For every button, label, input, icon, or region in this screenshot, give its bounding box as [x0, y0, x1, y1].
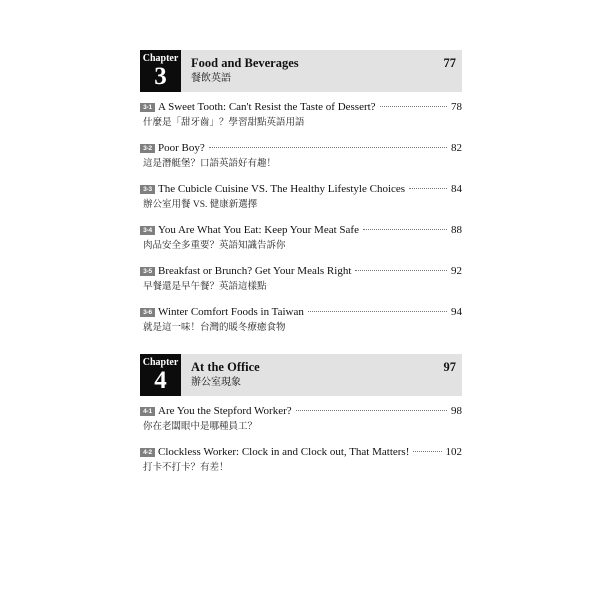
entry-page-number: 84	[451, 183, 462, 195]
chapter-badge	[140, 354, 181, 396]
toc-entry[interactable]	[140, 445, 462, 486]
entry-subtitle: 就是這一味！台灣的暖冬療癒食物	[143, 323, 286, 333]
chapter-label: Chapter	[142, 53, 179, 64]
chapter-title: Food and Beverages	[191, 56, 299, 70]
section-number-badge: 4-1	[140, 407, 155, 416]
chapter-4-section	[140, 354, 462, 473]
entry-title: Breakfast or Brunch? Get Your Meals Right	[158, 265, 352, 277]
entry-page-number: 78	[451, 101, 462, 113]
entry-title: Clockless Worker: Clock in and Clock out, That Matters!	[158, 446, 410, 458]
dot-leader	[380, 106, 447, 107]
chapter-number: 3	[154, 63, 167, 90]
section-number-badge: 3-5	[140, 267, 155, 276]
section-number-badge: 3-2	[140, 144, 155, 153]
dot-leader	[409, 188, 447, 189]
entry-title: Winter Comfort Foods in Taiwan	[158, 306, 304, 318]
toc-entry[interactable]	[140, 305, 462, 346]
chapter-label: Chapter	[142, 357, 179, 368]
entry-page-number: 92	[451, 265, 462, 277]
chapter-number: 4	[154, 367, 167, 394]
chapter-header[interactable]	[140, 50, 462, 92]
section-number-badge: 3-3	[140, 185, 155, 194]
section-number-badge: 3-6	[140, 308, 155, 317]
section-number-badge: 3-4	[140, 226, 155, 235]
toc-entry[interactable]	[140, 404, 462, 445]
section-number-badge: 4-2	[140, 448, 155, 457]
dot-leader	[209, 147, 447, 148]
toc-entry-list	[140, 404, 462, 486]
entry-title: The Cubicle Cuisine VS. The Healthy Lifestyle Choices	[158, 183, 406, 195]
chapter-3-section	[140, 50, 462, 333]
chapter-header[interactable]	[140, 354, 462, 396]
chapter-page-number: 97	[443, 360, 456, 374]
toc-entry[interactable]	[140, 223, 462, 264]
entry-title: Poor Boy?	[158, 142, 205, 154]
toc-entry[interactable]	[140, 264, 462, 305]
dot-leader	[308, 311, 447, 312]
entry-page-number: 94	[451, 306, 462, 318]
entry-subtitle: 什麼是「甜牙齒」？學習甜點英語用語	[143, 118, 305, 128]
toc-entry[interactable]	[140, 100, 462, 141]
entry-subtitle: 這是潛艇堡？口語英語好有趣！	[143, 159, 277, 169]
entry-subtitle: 早餐還是早午餐？英語這樣點	[143, 282, 267, 292]
entry-page-number: 88	[451, 224, 462, 236]
chapter-title: At the Office	[191, 360, 260, 374]
entry-page-number: 102	[445, 446, 462, 458]
section-number-badge: 3-1	[140, 103, 155, 112]
toc-entry-list	[140, 100, 462, 346]
dot-leader	[355, 270, 447, 271]
chapter-subtitle: 餐飲英語	[191, 73, 231, 84]
toc-entry[interactable]	[140, 141, 462, 182]
entry-page-number: 82	[451, 142, 462, 154]
entry-subtitle: 你在老闆眼中是哪種員工？	[143, 422, 258, 432]
chapter-subtitle: 辦公室現象	[191, 377, 241, 388]
entry-title: You Are What You Eat: Keep Your Meat Safe	[158, 224, 359, 236]
entry-page-number: 98	[451, 405, 462, 417]
entry-title: A Sweet Tooth: Can't Resist the Taste of Dessert?	[158, 101, 376, 113]
chapter-badge	[140, 50, 181, 92]
entry-subtitle: 肉品安全多重要？英語知識告訴你	[143, 241, 286, 251]
entry-subtitle: 打卡不打卡？有差！	[143, 463, 229, 473]
entry-subtitle: 辦公室用餐 VS. 健康新選擇	[143, 200, 258, 210]
dot-leader	[296, 410, 447, 411]
dot-leader	[413, 451, 441, 452]
entry-title: Are You the Stepford Worker?	[158, 405, 292, 417]
toc-entry[interactable]	[140, 182, 462, 223]
dot-leader	[363, 229, 447, 230]
chapter-page-number: 77	[443, 56, 456, 70]
